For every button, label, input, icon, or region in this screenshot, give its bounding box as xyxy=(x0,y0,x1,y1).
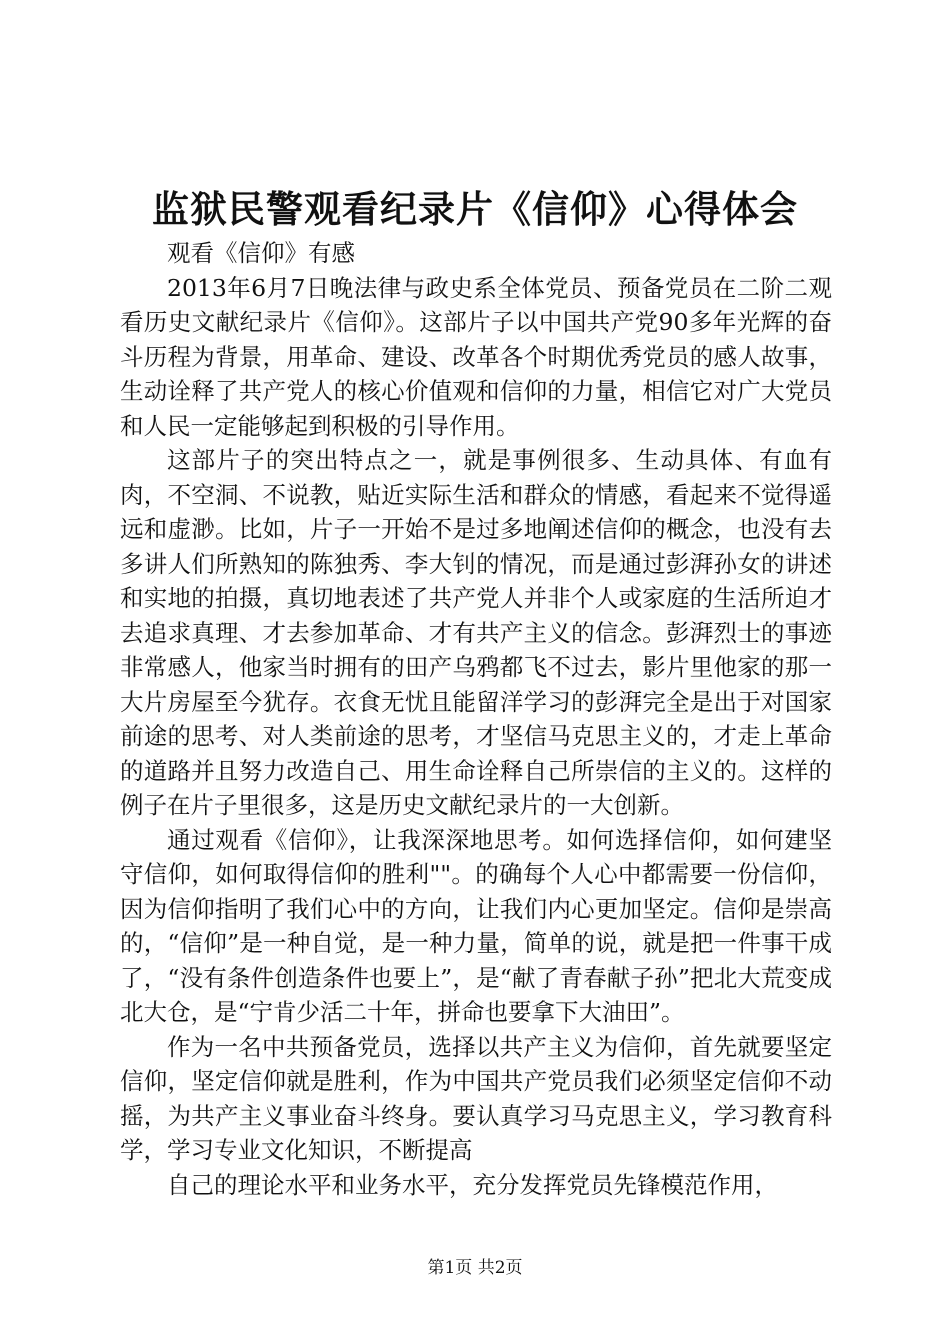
paragraph-subtitle: 观看《信仰》有感 xyxy=(167,239,355,267)
page-footer: 第1页 共2页 xyxy=(427,1258,523,1278)
paragraph: 这部片子的突出特点之一，就是事例很多、生动具体、有血有肉，不空洞、不说教，贴近实际生活和群众的情感，看起来不觉得遥远和虚渺。比如，片子一开始不是过多地阐述信仰的概念，也没有去多讲人们所熟知的陈独秀、李大钊的情况，而是通过彭湃孙女的讲述和实地的拍摄，真切地表述了共产党人并非个人或家庭的生活所迫才去追求真理、才去参加革命、才有共产主义的信念。彭湃烈士的事迹非常感人，他家当时拥有的田产乌鸦都飞不过去，影片里他家的那一大片房屋至今犹存。衣食无忧且能留洋学习的彭湃完全是出于对国家前途的思考、对人类前途的思考，才坚信马克思主义的，才走上革命的道路并且努力改造自己、用生命诠释自己所崇信的主义的。这样的例子在片子里很多，这是历史文献纪录片的一大创新。 xyxy=(120,446,832,819)
document-title: 监狱民警观看纪录片《信仰》心得体会 xyxy=(152,187,798,231)
paragraph: 作为一名中共预备党员，选择以共产主义为信仰，首先就要坚定信仰，坚定信仰就是胜利，作为中国共产党员我们必须坚定信仰不动摇，为共产主义事业奋斗终身。要认真学习马克思主义，学习教育科学，学习专业文化知识，不断提高 xyxy=(120,1032,832,1164)
paragraph: 通过观看《信仰》，让我深深地思考。如何选择信仰，如何建坚守信仰，如何取得信仰的胜利""。的确每个人心中都需要一份信仰，因为信仰指明了我们心中的方向，让我们内心更加坚定。信仰是崇高的，“信仰”是一种自觉，是一种力量，简单的说，就是把一件事干成了，“没有条件创造条件也要上”，是“献了青春献子孙”把北大荒变成北大仓，是“宁肯少活二十年，拼命也要拿下大油田”。 xyxy=(120,825,832,1026)
paragraph: 自己的理论水平和业务水平，充分发挥党员先锋模范作用， xyxy=(167,1170,778,1199)
document-body xyxy=(120,236,832,1202)
paragraph: 2013年6月7日晚法律与政史系全体党员、预备党员在二阶二观看历史文献纪录片《信仰》。这部片子以中国共产党90多年光辉的奋斗历程为背景，用革命、建设、改革各个时期优秀党员的感人故事，生动诠释了共产党人的核心价值观和信仰的力量，相信它对广大党员和人民一定能够起到积极的引导作用。 xyxy=(120,273,832,440)
